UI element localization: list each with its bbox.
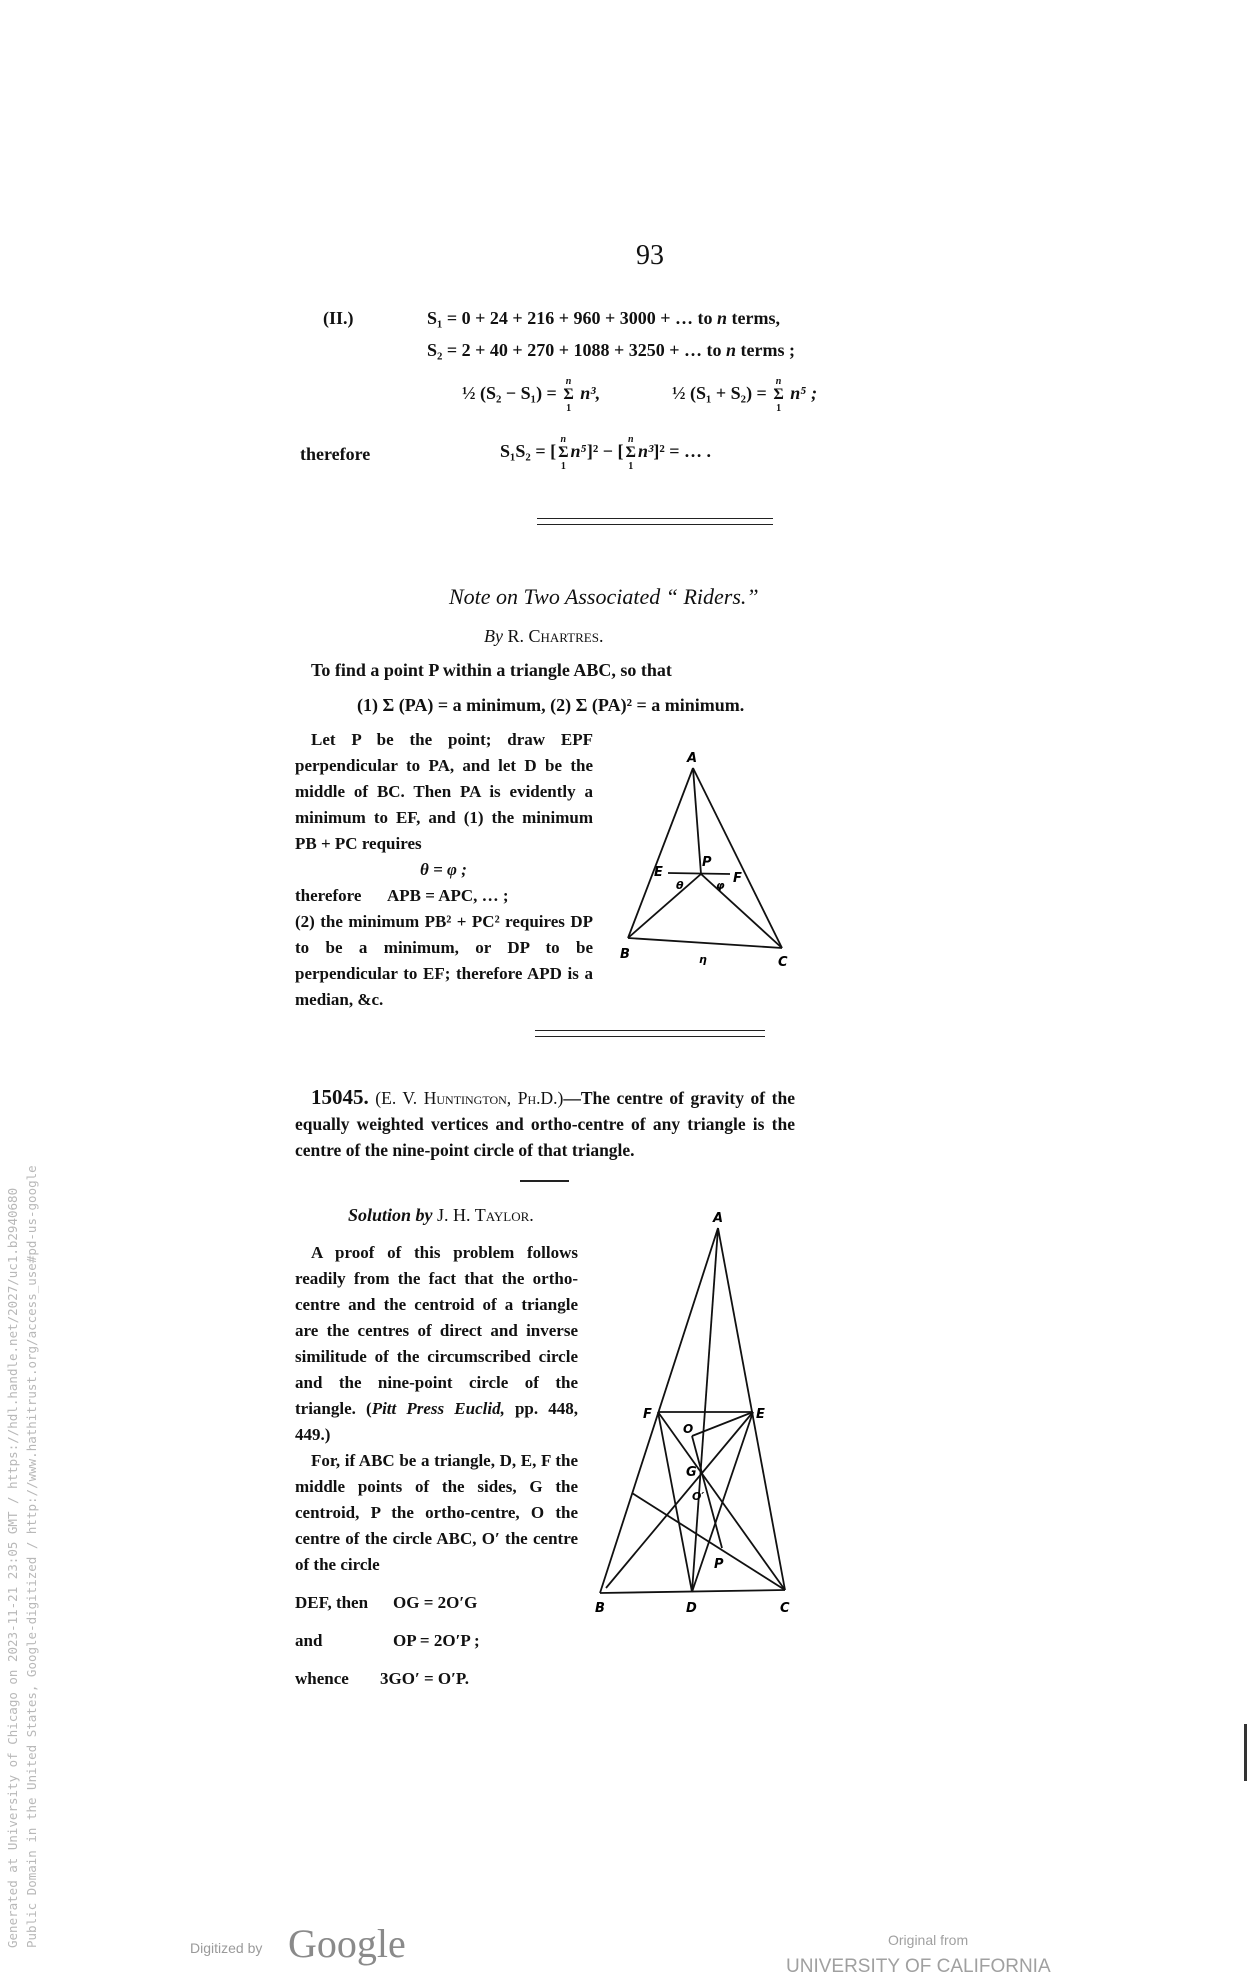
label-F: F bbox=[733, 871, 742, 886]
product-equation bbox=[500, 434, 711, 472]
solution-line-lead: and bbox=[295, 1631, 323, 1650]
original-from-label: Original from bbox=[888, 1932, 969, 1948]
sigma-symbol: Σ bbox=[773, 386, 784, 403]
label-phi: φ bbox=[716, 879, 725, 892]
solution-citation: Pitt Press Euclid, bbox=[371, 1399, 505, 1418]
label-P: P bbox=[702, 855, 712, 870]
figure-nine-point-triangle bbox=[580, 1200, 810, 1620]
sigma-symbol: Σ bbox=[563, 386, 574, 403]
s1-equation bbox=[427, 308, 780, 329]
solution-by: Solution by bbox=[348, 1205, 433, 1225]
solution-line-eq: OP = 2O′P ; bbox=[393, 1631, 480, 1650]
section-divider bbox=[537, 518, 773, 519]
label-B: B bbox=[620, 947, 630, 962]
note-therefore: therefore bbox=[295, 886, 362, 905]
label-E: E bbox=[654, 865, 663, 880]
half1-term: n³, bbox=[580, 383, 601, 404]
note-therefore-line bbox=[295, 883, 593, 909]
byline-by: By bbox=[484, 626, 503, 646]
problem-statement: —The centre of gravity of the equally weighted vertices and ortho-centre of any triangle is the centre of the nine-point circle of that triangle. bbox=[295, 1088, 795, 1160]
sigma-symbol: Σ bbox=[558, 444, 569, 461]
note-para-1-text: Let P be the point; draw EPF perpendicular to PA, and let D be the middle of BC. Then PA is evidently a minimum to EF, and (1) the minimum PB + PC requires bbox=[295, 730, 593, 853]
label-A: A bbox=[687, 751, 698, 766]
half2-term: n⁵ ; bbox=[790, 383, 818, 404]
page-number: 93 bbox=[636, 240, 664, 271]
therefore-label: therefore bbox=[300, 444, 371, 464]
solution-line-eq: OG = 2O′G bbox=[393, 1593, 478, 1612]
label-F: F bbox=[643, 1407, 652, 1422]
note-eq-theta-phi: θ = φ ; bbox=[420, 860, 467, 879]
note-intro: To find a point P within a triangle ABC, so that bbox=[311, 660, 672, 680]
scan-edge-mark bbox=[1244, 1724, 1247, 1781]
label-C: C bbox=[780, 1601, 790, 1616]
solution-para-1-text: A proof of this problem follows readily from the fact that the ortho-centre and the centroid of a triangle are the centres of direct and inverse similitude of the circumscribed circle and the nine-point circle of the triangle. ( bbox=[295, 1243, 578, 1418]
sigma-upper: n bbox=[627, 434, 634, 445]
product-mid: ]² − [ bbox=[586, 441, 624, 462]
label-E: E bbox=[756, 1407, 765, 1422]
note-title: Note on Two Associated “ Riders.” bbox=[449, 584, 759, 609]
solution-body bbox=[295, 1240, 578, 1698]
s1-rhs: = 0 + 24 + 216 + 960 + 3000 + … to bbox=[446, 308, 717, 328]
sigma-lower: 1 bbox=[776, 403, 782, 414]
solution-line bbox=[295, 1660, 578, 1698]
s2-lhs: S₂ bbox=[427, 340, 443, 360]
s1-lhs: S₁ bbox=[427, 308, 443, 328]
s2-equation bbox=[427, 340, 795, 361]
digitized-by-label: Digitized by bbox=[190, 1940, 263, 1956]
section-divider bbox=[535, 1030, 765, 1031]
product-term2: n³ bbox=[637, 441, 654, 462]
section-divider bbox=[537, 524, 773, 525]
sigma-upper: n bbox=[775, 376, 782, 387]
watermark-line-1: Generated at University of Chicago on 2023-11-21 23:05 GMT / https://hdl.handle.net/2027/uc1.b2940680 bbox=[5, 1187, 20, 1948]
s2-n: n bbox=[725, 340, 736, 360]
s2-tail: terms ; bbox=[735, 340, 795, 360]
note-eq-apb: APB = APC, … ; bbox=[387, 886, 509, 905]
byline-author: R. Chartres. bbox=[507, 626, 604, 646]
sigma-sum bbox=[773, 376, 783, 414]
half2-lhs: ½ (S₁ + S₂) = bbox=[672, 383, 767, 404]
label-G: G bbox=[686, 1465, 697, 1480]
university-label: UNIVERSITY OF CALIFORNIA bbox=[786, 1956, 1051, 1977]
sigma-sum bbox=[558, 434, 568, 472]
s1-n: n bbox=[716, 308, 727, 328]
solution-line-eq: 3GO′ = O′P. bbox=[380, 1669, 469, 1688]
label-P: P bbox=[714, 1557, 724, 1572]
solution-line-lead: whence bbox=[295, 1669, 349, 1688]
google-logo: Google bbox=[288, 1921, 406, 1966]
note-para-2-text: (2) the minimum PB² + PC² requires DP to be a minimum, or DP to be perpendicular to EF; therefore APD is a median, &c. bbox=[295, 912, 593, 1009]
solution-line bbox=[295, 1584, 578, 1622]
sigma-upper: n bbox=[565, 376, 572, 387]
solution-para-1-end: pp. 448, 449.) bbox=[295, 1399, 578, 1444]
sigma-sum bbox=[563, 376, 573, 414]
problem-number: 15045. bbox=[311, 1085, 369, 1109]
solution-byline bbox=[348, 1205, 534, 1226]
section-label: (II.) bbox=[323, 308, 354, 328]
label-D: D bbox=[686, 1601, 697, 1616]
sigma-lower: 1 bbox=[566, 403, 572, 414]
label-theta: θ bbox=[676, 879, 684, 892]
label-A: A bbox=[713, 1211, 724, 1226]
note-byline bbox=[484, 626, 603, 647]
section-divider bbox=[535, 1036, 765, 1037]
problem-15045 bbox=[295, 1084, 795, 1163]
sigma-upper: n bbox=[560, 434, 567, 445]
label-O-prime: O′ bbox=[692, 1490, 705, 1503]
label-C: C bbox=[778, 955, 788, 970]
sigma-lower: 1 bbox=[560, 461, 566, 472]
s1-tail: terms, bbox=[726, 308, 780, 328]
label-O: O bbox=[683, 1422, 694, 1436]
half-difference-equation bbox=[462, 376, 600, 414]
half1-lhs: ½ (S₂ − S₁) = bbox=[462, 383, 557, 404]
solution-line-lead: DEF, then bbox=[295, 1593, 369, 1612]
product-end: ]² = … . bbox=[653, 441, 712, 462]
watermark-line-2: Public Domain in the United States, Google-digitized / http://www.hathitrust.org/access_use#pd-us-google bbox=[24, 1165, 39, 1948]
figure-triangle-riders bbox=[600, 740, 820, 980]
sigma-sum bbox=[625, 434, 635, 472]
problem-author: (E. V. Huntington, Ph.D.) bbox=[375, 1088, 564, 1108]
label-B: B bbox=[595, 1601, 605, 1616]
product-lhs: S₁S₂ = [ bbox=[500, 441, 557, 462]
label-eta: η bbox=[699, 953, 707, 966]
problem-divider bbox=[520, 1180, 569, 1182]
s2-rhs: = 2 + 40 + 270 + 1088 + 3250 + … to bbox=[446, 340, 726, 360]
solution-para-2: For, if ABC be a triangle, D, E, F the middle points of the sides, G the centroid, P the ortho-centre, O the centre of the circle ABC, O′ the centre of the circle bbox=[295, 1451, 578, 1574]
note-body bbox=[295, 727, 593, 1013]
product-term1: n⁵ bbox=[570, 441, 587, 462]
solution-line bbox=[295, 1622, 578, 1660]
sigma-symbol: Σ bbox=[625, 444, 636, 461]
sigma-lower: 1 bbox=[628, 461, 634, 472]
note-conditions: (1) Σ (PA) = a minimum, (2) Σ (PA)² = a minimum. bbox=[357, 695, 745, 715]
half-sum-equation bbox=[672, 376, 817, 414]
solution-author: J. H. Taylor. bbox=[437, 1205, 534, 1225]
